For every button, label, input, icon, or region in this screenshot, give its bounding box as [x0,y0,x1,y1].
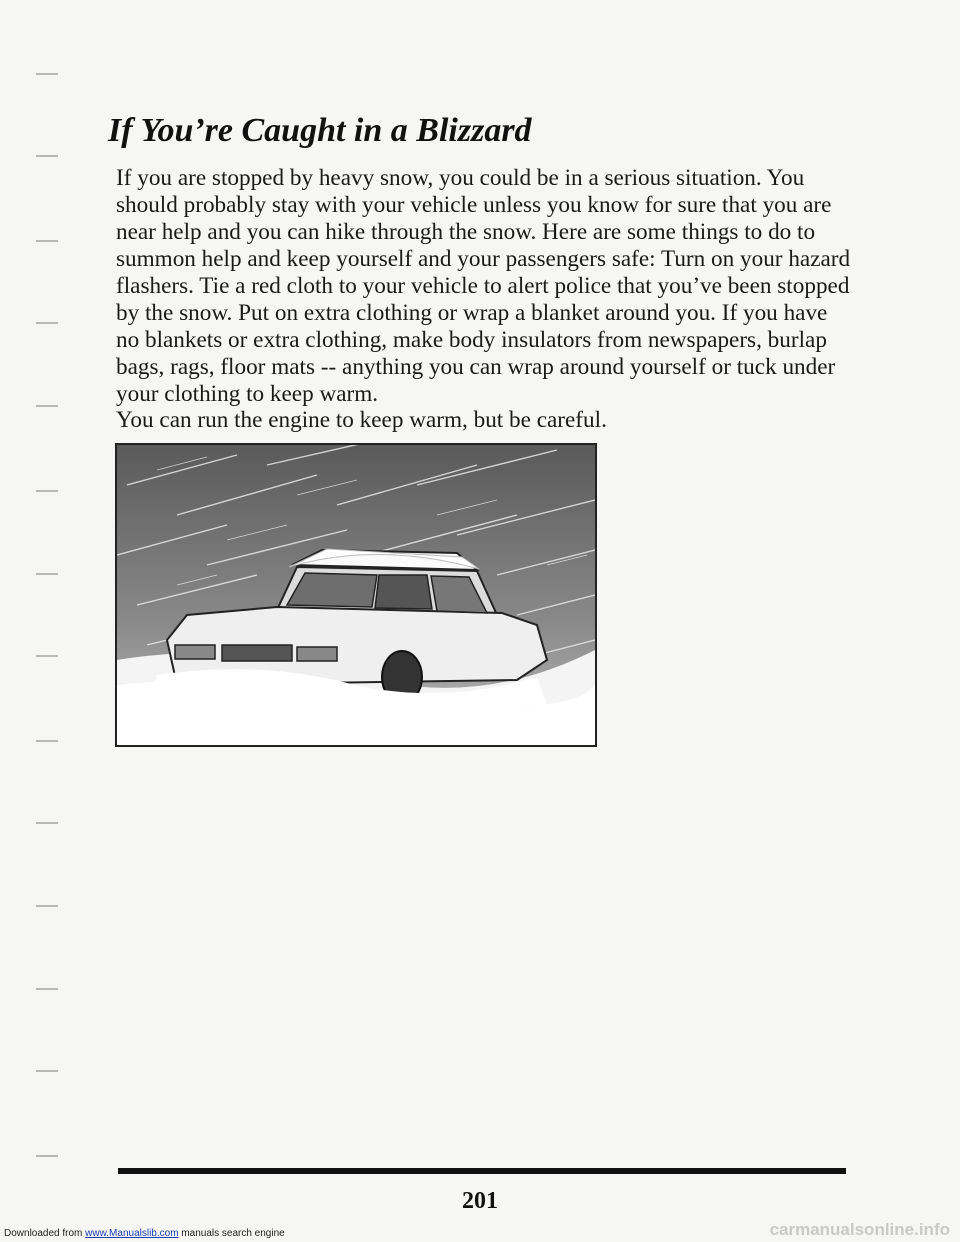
footer-rule [118,1168,846,1174]
margin-tick [36,573,58,575]
margin-tick [36,655,58,657]
blizzard-car-illustration [115,443,597,747]
margin-tick [36,1070,58,1072]
body-paragraph-engine: You can run the engine to keep warm, but be careful. [116,407,607,433]
margin-tick [36,740,58,742]
margin-tick [36,822,58,824]
body-paragraph: If you are stopped by heavy snow, you could be in a serious situation. You should probably stay with your vehicle unless you know for sure that you are near help and you can hike through the snow. Here are some things to do to summon help and keep yourself and your passengers safe: Turn on your hazard flashers. Tie a red cloth to your vehicle to alert police that you’ve been stopped by the snow. Put on extra clothing or wrap a blanket around you. If you have no blankets or extra clothing, make body insulators from newspapers, burlap bags, rags, floor mats -- anything you can wrap around yourself or tuck under your clothing to keep warm. [116,165,851,407]
margin-tick [36,1155,58,1157]
margin-tick [36,490,58,492]
footer-suffix: manuals search engine [178,1228,285,1239]
margin-tick [36,322,58,324]
watermark-text: carmanualsonline.info [769,1220,950,1239]
margin-tick [36,240,58,242]
page-number: 201 [462,1188,498,1214]
margin-tick [36,905,58,907]
manualslib-link[interactable]: www.Manualslib.com [85,1228,179,1239]
section-heading: If You’re Caught in a Blizzard [108,112,532,149]
footer-prefix: Downloaded from [4,1228,86,1239]
margin-tick [36,73,58,75]
download-footer [4,1228,285,1239]
margin-tick [36,988,58,990]
margin-tick [36,405,58,407]
margin-tick [36,155,58,157]
binding-margin-marks [0,0,100,1242]
